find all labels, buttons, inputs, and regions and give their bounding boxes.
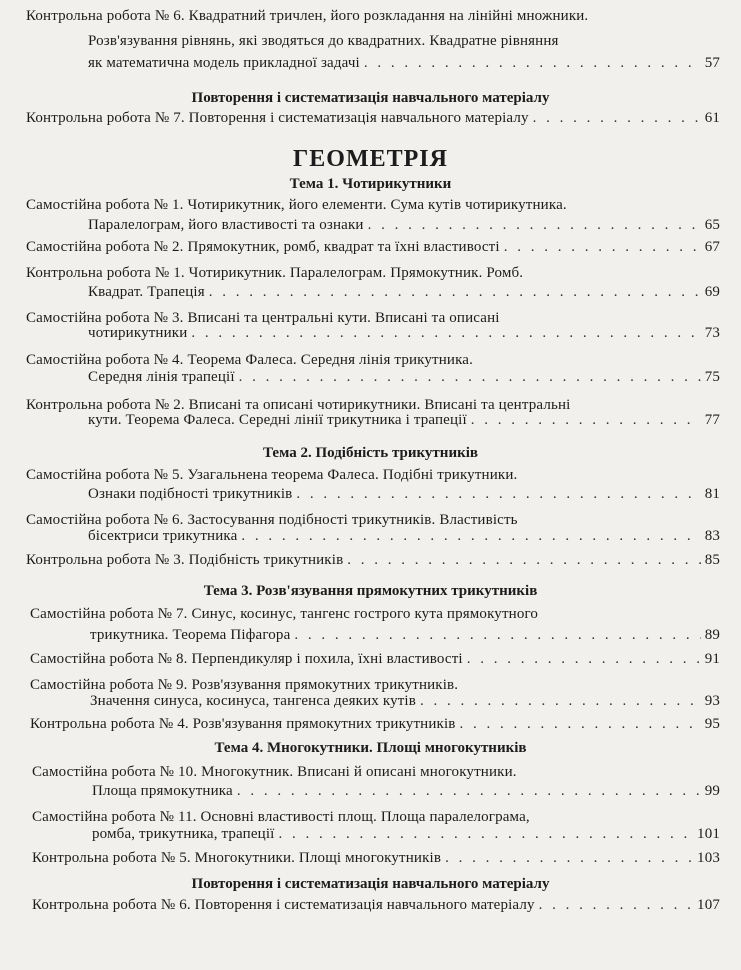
page-number: 67 xyxy=(704,239,720,255)
entry-text: Самостійна робота № 1. Чотирикутник, його елементи. Сума кутів чотирикутника. xyxy=(26,197,567,213)
entry-text: кути. Теорема Фалеса. Середні лінії трикутника і трапеції xyxy=(88,412,467,428)
page-number: 61 xyxy=(704,110,720,126)
entry-text: Паралелограм, його властивості та ознаки xyxy=(88,217,364,233)
section-heading: Повторення і систематизація навчального матеріалу xyxy=(191,90,550,106)
topic-heading: Тема 2. Подібність трикутників xyxy=(263,445,478,461)
page-number: 83 xyxy=(704,528,720,544)
leader-dots xyxy=(460,716,701,733)
entry-text: Самостійна робота № 11. Основні властивості площ. Площа паралелограма, xyxy=(32,809,530,825)
leader-dots xyxy=(368,217,701,234)
entry-text: Контрольна робота № 5. Многокутники. Площі многокутників xyxy=(32,850,442,866)
entry-text: Самостійна робота № 5. Узагальнена теорема Фалеса. Подібні трикутники. xyxy=(26,467,518,483)
entry-text: бісектриси трикутника xyxy=(88,528,238,544)
page-number: 65 xyxy=(704,217,720,233)
page-number: 101 xyxy=(697,826,720,842)
entry-text: Самостійна робота № 4. Теорема Фалеса. Середня лінія трикутника. xyxy=(26,352,474,368)
leader-dots xyxy=(347,552,700,569)
page-number: 95 xyxy=(704,716,720,732)
leader-dots xyxy=(420,693,701,710)
entry-text: Самостійна робота № 6. Застосування подібності трикутників. Властивість xyxy=(26,512,518,528)
leader-dots xyxy=(533,110,701,127)
entry-text: Самостійна робота № 7. Синус, косинус, тангенс гострого кута прямокутного xyxy=(30,606,539,622)
entry-text: як математична модель прикладної задачі xyxy=(88,55,360,71)
topic-heading: Тема 1. Чотирикутники xyxy=(289,176,452,192)
page-number: 103 xyxy=(697,850,720,866)
page-number: 75 xyxy=(704,369,720,385)
entry-text: Самостійна робота № 10. Многокутник. Вписані й описані многокутники. xyxy=(32,764,517,780)
leader-dots xyxy=(278,826,693,843)
leader-dots xyxy=(539,897,693,914)
page-number: 93 xyxy=(704,693,720,709)
page-number: 69 xyxy=(704,284,720,300)
entry-text: ромба, трикутника, трапеції xyxy=(92,826,275,842)
entry-text: Ознаки подібності трикутників xyxy=(88,486,293,502)
topic-heading: Тема 3. Розв'язування прямокутних трикутників xyxy=(203,583,538,599)
page-number: 91 xyxy=(704,651,720,667)
entry-text: Квадрат. Трапеція xyxy=(88,284,205,300)
page-number: 85 xyxy=(704,552,720,568)
entry-text: Середня лінія трапеції xyxy=(88,369,235,385)
leader-dots xyxy=(467,651,701,668)
entry-text: Самостійна робота № 2. Прямокутник, ромб, квадрат та їхні властивості xyxy=(26,239,500,255)
leader-dots xyxy=(191,325,700,342)
page-number: 89 xyxy=(704,627,720,643)
page-number: 77 xyxy=(704,412,720,428)
section-heading: Повторення і систематизація навчального матеріалу xyxy=(191,876,550,892)
leader-dots xyxy=(364,55,701,72)
leader-dots xyxy=(241,528,700,545)
entry-text: Контрольна робота № 7. Повторення і систематизація навчального матеріалу xyxy=(26,110,529,126)
leader-dots xyxy=(445,850,693,867)
leader-dots xyxy=(471,412,701,429)
entry-text: Контрольна робота № 6. Квадратний тричлен, його розкладання на лінійні множники. xyxy=(26,8,589,24)
entry-text: Контрольна робота № 1. Чотирикутник. Паралелограм. Прямокутник. Ромб. xyxy=(26,265,524,281)
entry-text: Значення синуса, косинуса, тангенса деяких кутів xyxy=(90,693,416,709)
entry-text: Контрольна робота № 3. Подібність трикутників xyxy=(26,552,344,568)
page-number: 107 xyxy=(697,897,720,913)
page-number: 99 xyxy=(704,783,720,799)
topic-heading: Тема 4. Многокутники. Площі многокутників xyxy=(214,740,527,756)
leader-dots xyxy=(296,486,700,503)
entry-text: Самостійна робота № 8. Перпендикуляр і похила, їхні властивості xyxy=(30,651,463,667)
part-title: ГЕОМЕТРІЯ xyxy=(293,146,448,172)
entry-text: Контрольна робота № 4. Розв'язування прямокутних трикутників xyxy=(30,716,456,732)
entry-text: Самостійна робота № 9. Розв'язування прямокутних трикутників. xyxy=(30,677,459,693)
entry-text: трикутника. Теорема Піфагора xyxy=(90,627,291,643)
entry-text: Розв'язування рівнянь, які зводяться до квадратних. Квадратне рівняння xyxy=(88,33,559,49)
leader-dots xyxy=(209,284,701,301)
entry-text: Площа прямокутника xyxy=(92,783,233,799)
entry-text: Контрольна робота № 6. Повторення і систематизація навчального матеріалу xyxy=(32,897,535,913)
entry-text: Контрольна робота № 2. Вписані та описані чотирикутники. Вписані та центральні xyxy=(26,397,571,413)
page-number: 57 xyxy=(704,55,720,71)
leader-dots xyxy=(294,627,700,644)
leader-dots xyxy=(504,239,701,256)
entry-text: чотирикутники xyxy=(88,325,188,341)
entry-text: Самостійна робота № 3. Вписані та центральні кути. Вписані та описані xyxy=(26,310,500,326)
leader-dots xyxy=(237,783,701,800)
leader-dots xyxy=(239,369,701,386)
page-number: 73 xyxy=(704,325,720,341)
page-number: 81 xyxy=(704,486,720,502)
